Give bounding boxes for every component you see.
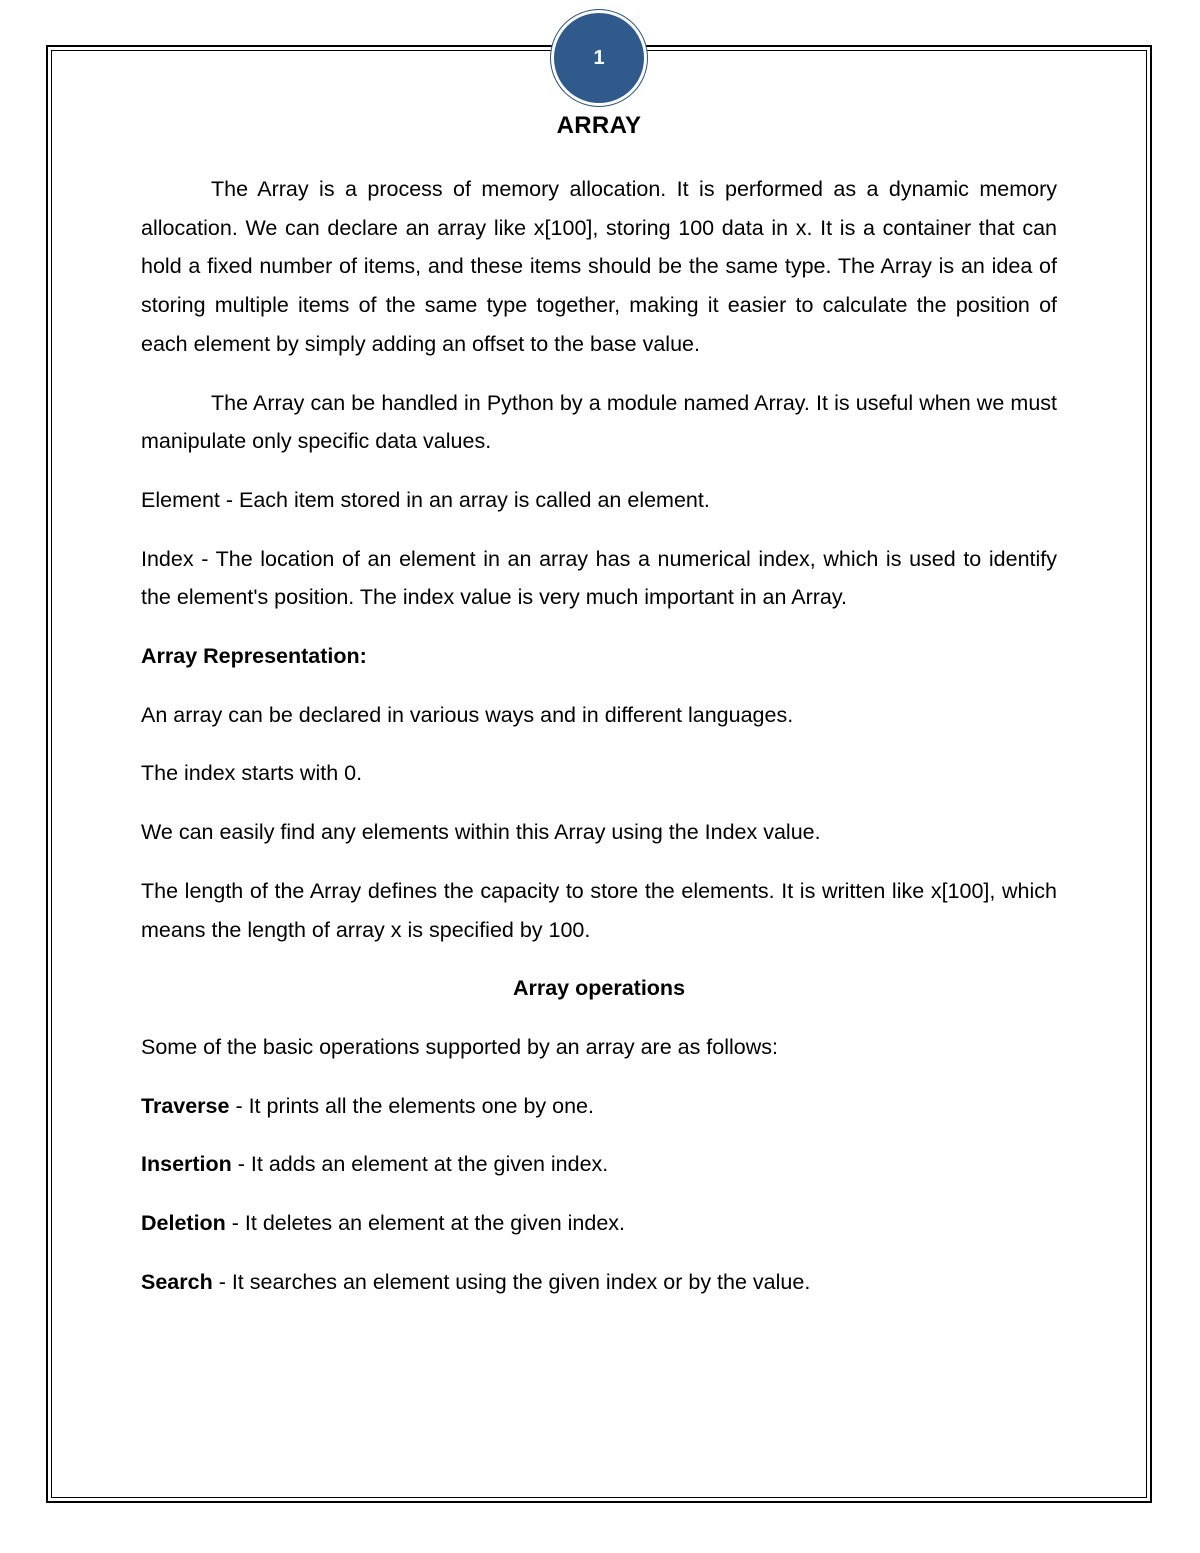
operation-item <box>141 1087 1057 1126</box>
operation-item <box>141 1145 1057 1184</box>
operation-description: - It searches an element using the given index or by the value. <box>212 1269 811 1294</box>
operation-name: Deletion <box>141 1211 226 1236</box>
document-body <box>141 112 1057 1321</box>
operation-item <box>141 1204 1057 1243</box>
representation-heading: Array Representation: <box>141 644 367 669</box>
operation-description: - It adds an element at the given index. <box>231 1152 609 1177</box>
operation-description: - It deletes an element at the given index. <box>225 1211 626 1236</box>
operation-name: Traverse <box>141 1093 230 1118</box>
intro-paragraph-2: The Array can be handled in Python by a module named Array. It is useful when we must manipulate only specific data values. <box>141 390 1057 454</box>
operations-heading: Array operations <box>512 976 686 1001</box>
index-definition: Index - The location of an element in an array has a numerical index, which is used to identify the element's position. The index value is very much important in an Array. <box>141 546 1057 610</box>
operation-item <box>141 1263 1057 1302</box>
representation-line: An array can be declared in various ways and in different languages. <box>141 702 794 727</box>
operation-name: Insertion <box>141 1152 232 1177</box>
operations-intro: Some of the basic operations supported by an array are as follows: <box>141 1034 778 1059</box>
representation-line: We can easily find any elements within this Array using the Index value. <box>141 820 821 845</box>
operation-name: Search <box>141 1269 213 1294</box>
representation-line: The index starts with 0. <box>141 761 363 786</box>
operation-description: - It prints all the elements one by one. <box>229 1093 594 1118</box>
page-number-badge <box>551 10 647 106</box>
page-title: ARRAY <box>556 112 642 139</box>
page-number: 1 <box>593 46 605 69</box>
intro-paragraph-1: The Array is a process of memory allocation. It is performed as a dynamic memory allocation. We can declare an array like x[100], storing 100 data in x. It is a container that can hold a fixed number of items, and these items should be the same type. The Array is an idea of storing multiple items of the same type together, making it easier to calculate the position of each element by simply adding an offset to the base value. <box>141 177 1057 356</box>
element-definition: Element - Each item stored in an array is called an element. <box>141 487 710 512</box>
representation-line: The length of the Array defines the capacity to store the elements. It is written like x[100], which means the length of array x is specified by 100. <box>141 878 1057 942</box>
